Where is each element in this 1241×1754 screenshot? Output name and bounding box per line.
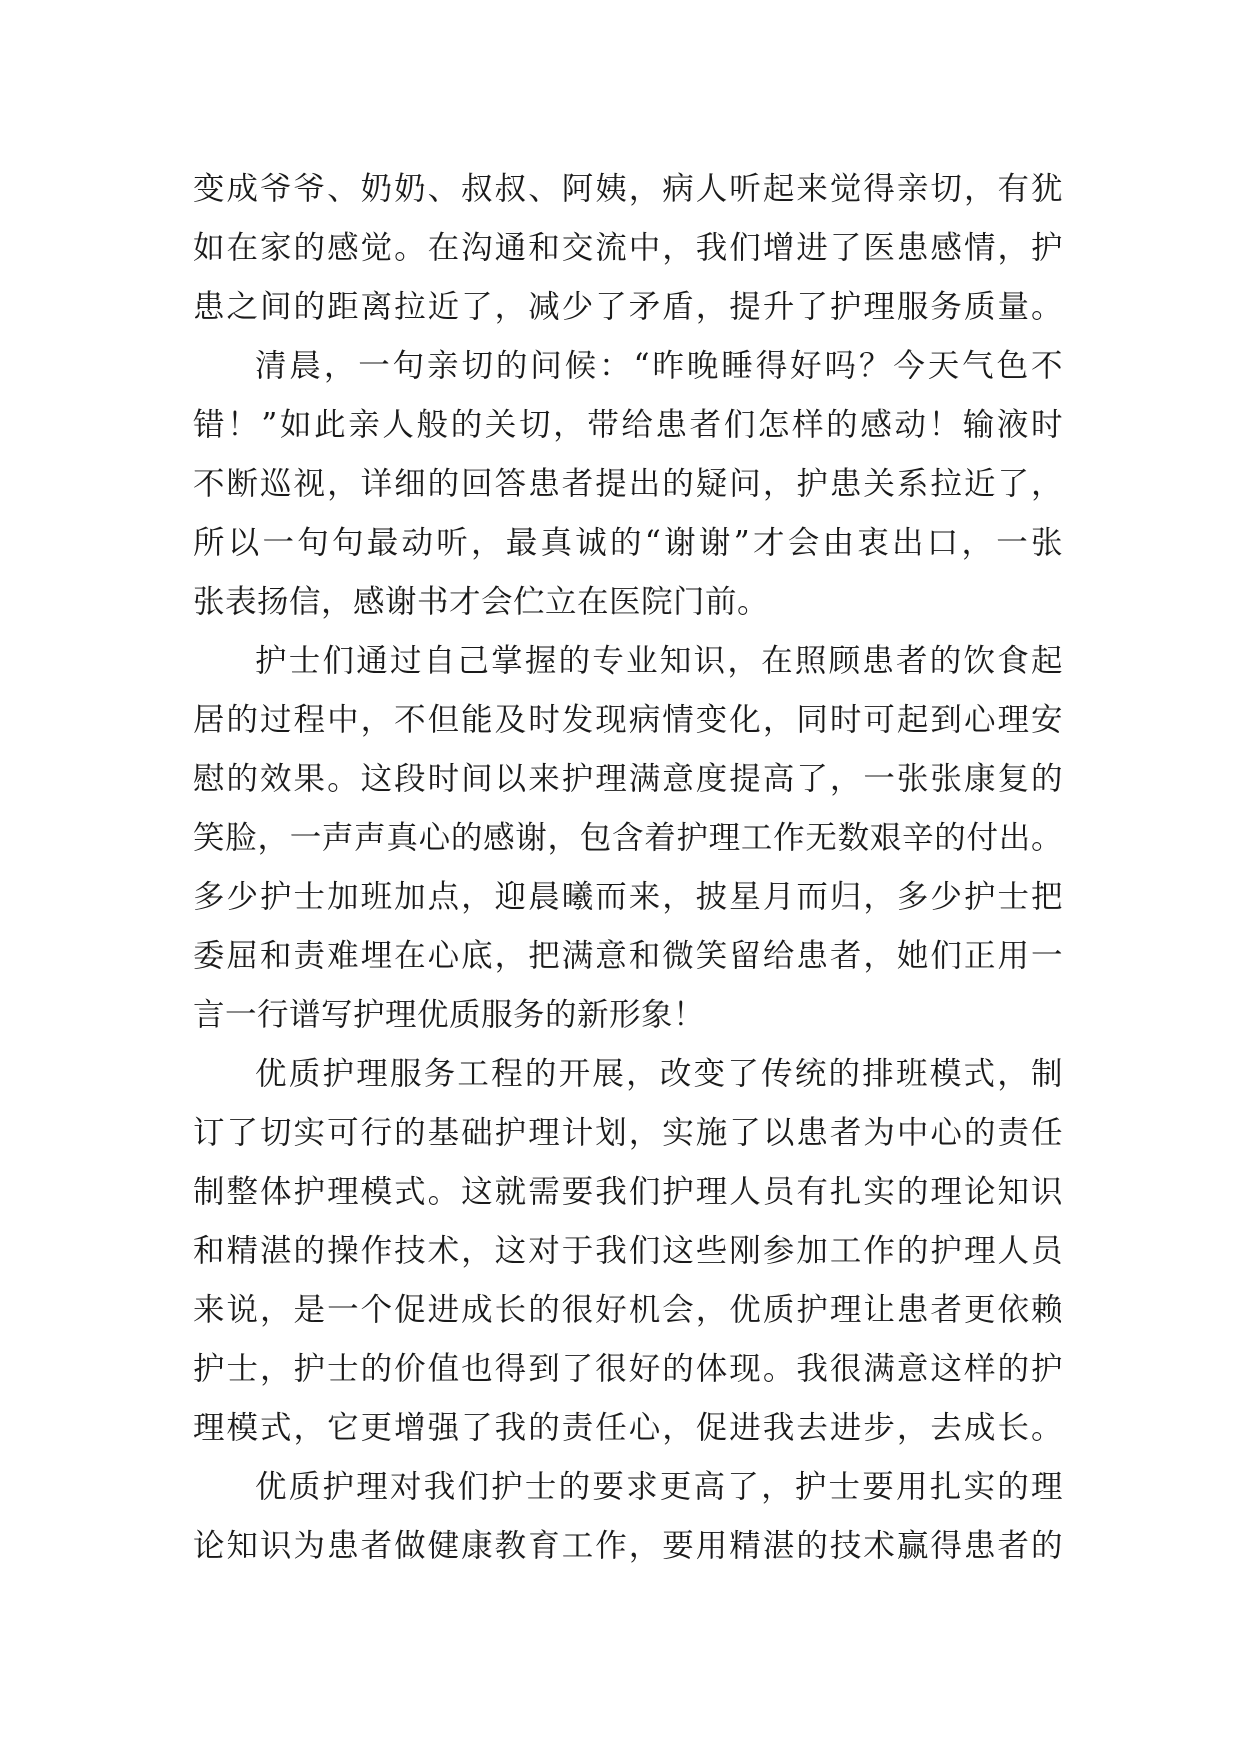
- text-line: 变成爷爷、奶奶、叔叔、阿姨，病人听起来觉得亲切，有犹: [193, 171, 1063, 207]
- text-line: 居的过程中，不但能及时发现病情变化，同时可起到心理安: [193, 702, 1063, 738]
- text-line: 护士们通过自己掌握的专业知识，在照顾患者的饮食起: [255, 643, 1063, 679]
- text-line: 错！”如此亲人般的关切，带给患者们怎样的感动！输液时: [193, 407, 1063, 443]
- text-line: 制整体护理模式。这就需要我们护理人员有扎实的理论知识: [193, 1174, 1063, 1210]
- text-line: 理模式，它更增强了我的责任心，促进我去进步，去成长。: [193, 1410, 1063, 1446]
- text-line: 张表扬信，感谢书才会伫立在医院门前。: [193, 584, 770, 620]
- text-line: 委屈和责难埋在心底，把满意和微笑留给患者，她们正用一: [193, 938, 1063, 974]
- body-text: [193, 160, 1063, 1576]
- text-line: 护士，护士的价值也得到了很好的体现。我很满意这样的护: [193, 1351, 1063, 1387]
- text-line: 如在家的感觉。在沟通和交流中，我们增进了医患感情，护: [193, 230, 1063, 266]
- text-line: 不断巡视，详细的回答患者提出的疑问，护患关系拉近了，: [193, 466, 1063, 502]
- text-line: 来说，是一个促进成长的很好机会，优质护理让患者更依赖: [193, 1292, 1063, 1328]
- text-line: 多少护士加班加点，迎晨曦而来，披星月而归，多少护士把: [193, 879, 1063, 915]
- text-line: 慰的效果。这段时间以来护理满意度提高了，一张张康复的: [193, 761, 1063, 797]
- text-line: 优质护理服务工程的开展，改变了传统的排班模式，制: [255, 1056, 1063, 1092]
- text-line: 优质护理对我们护士的要求更高了，护士要用扎实的理: [255, 1469, 1063, 1505]
- text-line: 所以一句句最动听，最真诚的“谢谢”才会由衷出口，一张: [193, 525, 1063, 561]
- text-line: 论知识为患者做健康教育工作，要用精湛的技术赢得患者的: [193, 1528, 1063, 1564]
- text-line: 清晨，一句亲切的问候：“昨晚睡得好吗？今天气色不: [255, 348, 1063, 384]
- text-line: 言一行谱写护理优质服务的新形象！: [193, 997, 706, 1033]
- text-line: 患之间的距离拉近了，减少了矛盾，提升了护理服务质量。: [193, 289, 1063, 325]
- text-line: 和精湛的操作技术，这对于我们这些刚参加工作的护理人员: [193, 1233, 1063, 1269]
- text-line: 笑脸，一声声真心的感谢，包含着护理工作无数艰辛的付出。: [193, 820, 1063, 856]
- text-line: 订了切实可行的基础护理计划，实施了以患者为中心的责任: [193, 1115, 1063, 1151]
